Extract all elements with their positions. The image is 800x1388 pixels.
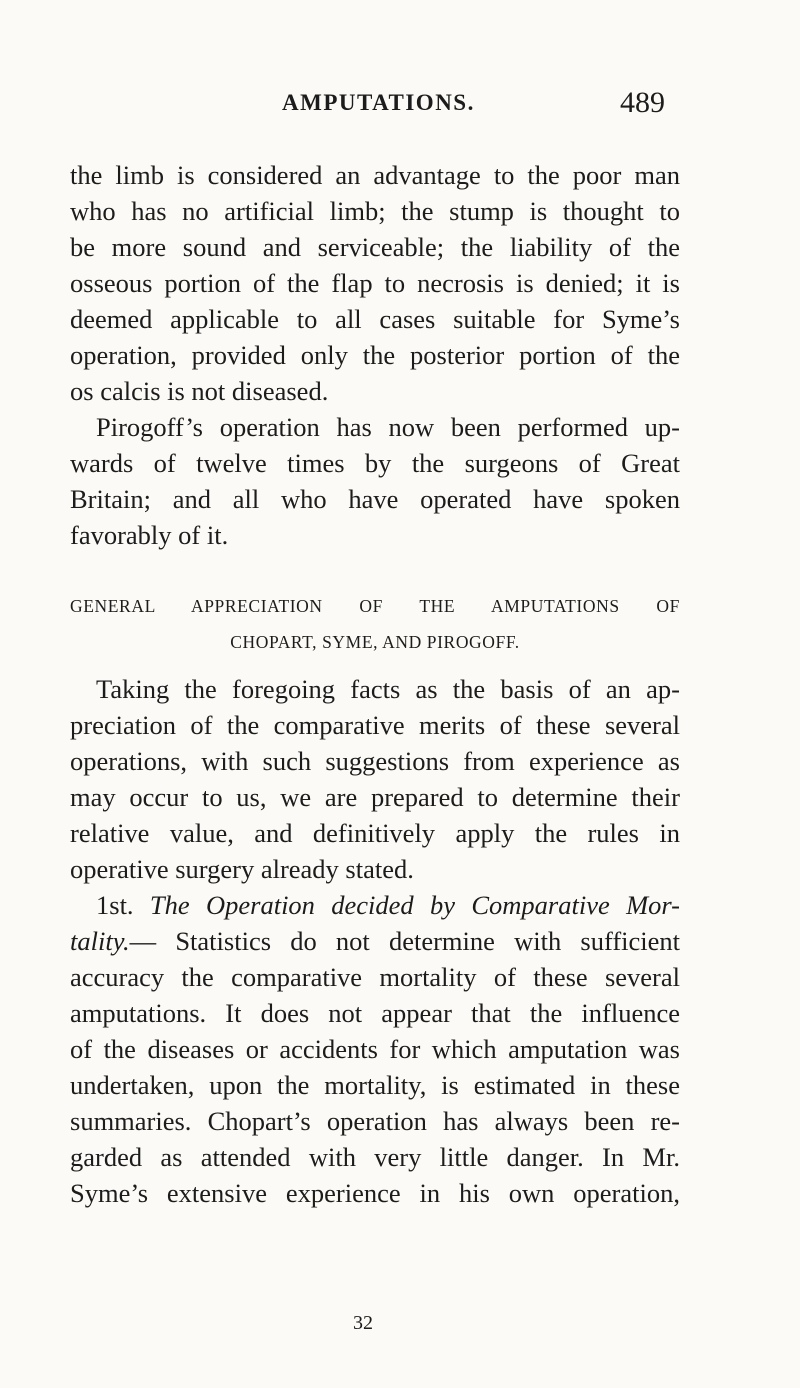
text-line: summaries. Chopart’s operation has always been re- [70, 1106, 680, 1136]
running-head [0, 86, 800, 126]
text-line: the limb is considered an advantage to the poor man [70, 160, 680, 190]
text-line: preciation of the comparative merits of these several [70, 710, 680, 740]
text-line: Britain; and all who have operated have spoken [70, 484, 680, 514]
text-fragment: — Statistics do not determine with sufficient [129, 926, 680, 956]
italic-title: The Operation decided by Comparative Mor- [149, 890, 681, 920]
text-line: os calcis is not diseased. [70, 376, 329, 406]
running-title: AMPUTATIONS. [282, 90, 475, 115]
page-number: 489 [620, 86, 665, 119]
text-line: wards of twelve times by the surgeons of Great [70, 448, 680, 478]
text-line: who has no artificial limb; the stump is thought to [70, 196, 680, 226]
text-line [96, 888, 680, 922]
text-line: operations, with such suggestions from experience as [70, 746, 680, 776]
text-line: accuracy the comparative mortality of these several [70, 962, 680, 992]
text-line: Taking the foregoing facts as the basis of an ap- [96, 674, 680, 704]
italic-title: tality. [70, 926, 130, 956]
text-line: Pirogoff’s operation has now been performed up- [96, 412, 680, 442]
text-line: amputations. It does not appear that the influence [70, 998, 680, 1028]
section-heading: CHOPART, SYME, AND PIROGOFF. [230, 632, 520, 652]
text-line: operative surgery already stated. [70, 854, 414, 884]
text-line: operation, provided only the posterior portion of the [70, 340, 680, 370]
signature-mark: 32 [353, 1312, 373, 1334]
text-line: Syme’s extensive experience in his own operation, [70, 1178, 680, 1208]
section-heading: GENERAL APPRECIATION OF THE AMPUTATIONS OF [70, 596, 680, 616]
text-line [70, 924, 680, 958]
text-line: osseous portion of the flap to necrosis is denied; it is [70, 268, 680, 298]
text-line: relative value, and definitively apply the rules in [70, 818, 680, 848]
text-line: favorably of it. [70, 520, 229, 550]
text-line: may occur to us, we are prepared to determine their [70, 782, 680, 812]
text-line: deemed applicable to all cases suitable for Syme’s [70, 304, 680, 334]
text-line: be more sound and serviceable; the liability of the [70, 232, 680, 262]
text-line: garded as attended with very little danger. In Mr. [70, 1142, 680, 1172]
enumeration: 1st. [96, 890, 134, 920]
text-line: of the diseases or accidents for which amputation was [70, 1034, 680, 1064]
text-line: undertaken, upon the mortality, is estimated in these [70, 1070, 680, 1100]
